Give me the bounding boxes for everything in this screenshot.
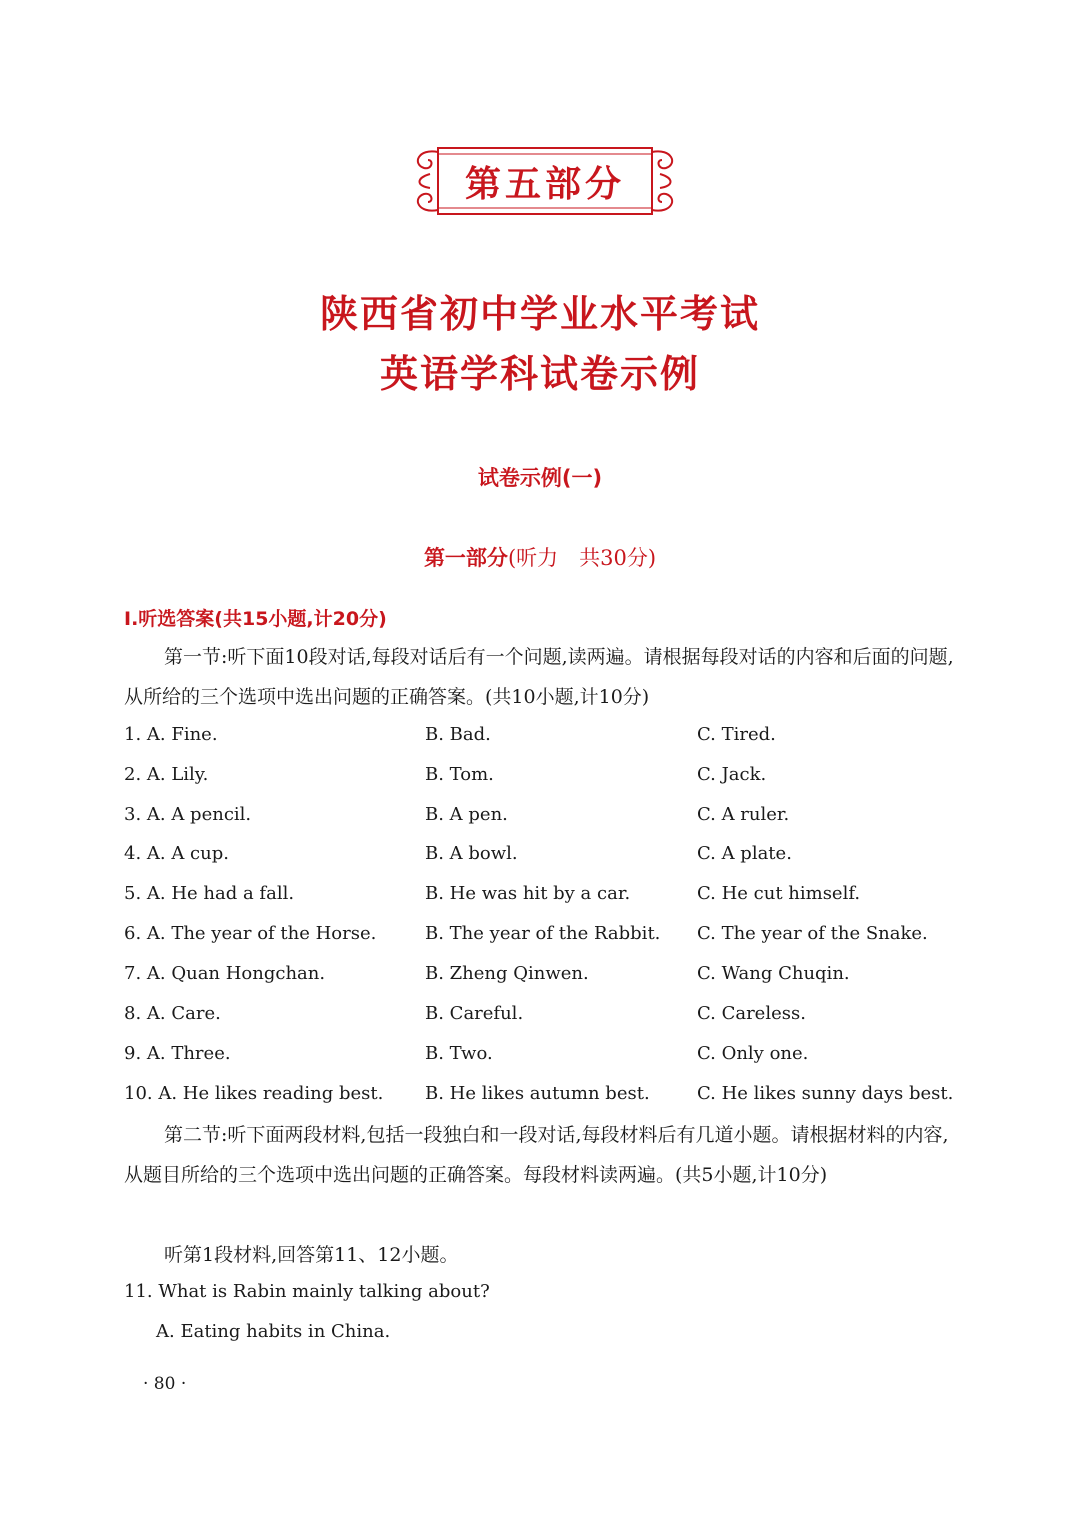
option-c: C. A ruler. xyxy=(697,804,790,825)
question-row xyxy=(124,1083,964,1113)
option-c: C. Only one. xyxy=(697,1043,809,1064)
option-a: 4. A. A cup. xyxy=(124,843,229,864)
sub1-instructions: 第一节:听下面10段对话,每段对话后有一个问题,读两遍。请根据每段对话的内容和后面的问题,从所给的三个选项中选出问题的正确答案。(共10小题,计10分) xyxy=(124,646,954,708)
option-a: 1. A. Fine. xyxy=(124,724,218,745)
option-c: C. Tired. xyxy=(697,724,776,745)
option-c: C. He cut himself. xyxy=(697,883,861,904)
question-row xyxy=(124,963,964,993)
option-b: B. He likes autumn best. xyxy=(425,1083,650,1104)
option-c: C. Jack. xyxy=(697,764,767,785)
part-heading-bold: 第一部分 xyxy=(423,546,508,570)
main-title-line2: 英语学科试卷示例 xyxy=(379,351,700,396)
question-row xyxy=(124,843,964,873)
sample-title: 试卷示例(一) xyxy=(477,466,603,490)
part-heading-detail: (听力 共30分) xyxy=(507,546,657,570)
main-title-line1: 陕西省初中学业水平考试 xyxy=(319,291,760,336)
banner-title: 第五部分 xyxy=(464,163,625,205)
option-c: C. Wang Chuqin. xyxy=(697,963,850,984)
sub2-instructions: 第二节:听下面两段材料,包括一段独白和一段对话,每段材料后有几道小题。请根据材料的内容,从题目所给的三个选项中选出问题的正确答案。每段材料读两遍。(共5小题,计10分) xyxy=(124,1124,949,1186)
option-c: C. A plate. xyxy=(697,843,792,864)
option-a: 9. A. Three. xyxy=(124,1043,231,1064)
question-row xyxy=(124,923,964,953)
option-b: B. Bad. xyxy=(425,724,491,745)
option-b: B. A bowl. xyxy=(425,843,518,864)
q11-stem: 11. What is Rabin mainly talking about? xyxy=(124,1281,490,1302)
question-row xyxy=(124,764,964,794)
question-row xyxy=(124,804,964,834)
option-c: C. The year of the Snake. xyxy=(697,923,928,944)
option-a: 8. A. Care. xyxy=(124,1003,221,1024)
section-heading: Ⅰ.听选答案(共15小题,计20分) xyxy=(124,608,387,630)
option-b: B. He was hit by a car. xyxy=(425,883,631,904)
question-row xyxy=(124,1003,964,1033)
option-b: B. Careful. xyxy=(425,1003,524,1024)
option-c: C. Careless. xyxy=(697,1003,806,1024)
question-row xyxy=(124,724,964,754)
option-a: 2. A. Lily. xyxy=(124,764,209,785)
material1-note: 听第1段材料,回答第11、12小题。 xyxy=(164,1244,459,1266)
page-number: · 80 · xyxy=(143,1374,187,1394)
option-a: 7. A. Quan Hongchan. xyxy=(124,963,326,984)
q11-option-a: A. Eating habits in China. xyxy=(156,1321,391,1342)
option-a: 6. A. The year of the Horse. xyxy=(124,923,377,944)
question-row xyxy=(124,883,964,913)
question-row xyxy=(124,1043,964,1073)
option-b: B. A pen. xyxy=(425,804,508,825)
part-heading xyxy=(0,542,1080,572)
option-b: B. Zheng Qinwen. xyxy=(425,963,589,984)
option-a: 3. A. A pencil. xyxy=(124,804,252,825)
option-b: B. Two. xyxy=(425,1043,493,1064)
option-b: B. The year of the Rabbit. xyxy=(425,923,661,944)
option-a: 10. A. He likes reading best. xyxy=(124,1083,384,1104)
section-banner xyxy=(408,144,682,218)
option-b: B. Tom. xyxy=(425,764,494,785)
option-c: C. He likes sunny days best. xyxy=(697,1083,954,1104)
option-a: 5. A. He had a fall. xyxy=(124,883,295,904)
